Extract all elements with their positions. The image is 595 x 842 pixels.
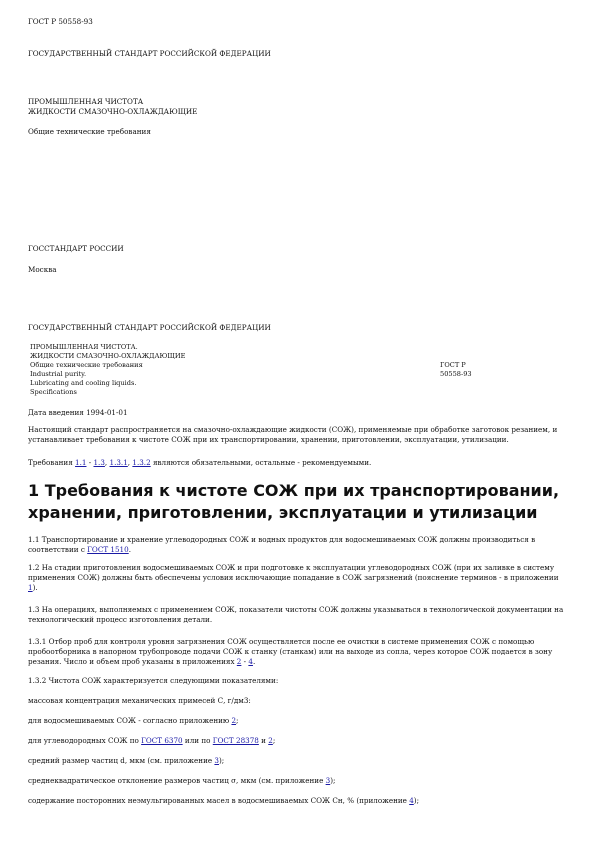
water-end: ; [236, 716, 239, 725]
p11-text: 1.1 Транспортирование и хранение углеводородных СОЖ и водных продуктов для водосмешиваемых СОЖ должны производиться в соответствии с [28, 535, 536, 554]
hydro-mid: или по [182, 736, 213, 745]
std-end: ); [330, 776, 336, 785]
p12-end: ). [32, 583, 38, 592]
paragraph-1-3: 1.3 На операциях, выполняемых с применением СОЖ, показатели чистоты СОЖ должны указываться в технологической документации на технологический процесс изготовления детали. [28, 605, 564, 624]
link-avg-appendix-3[interactable]: 3 [214, 756, 219, 765]
req-sep-3: , [127, 458, 133, 467]
link-1-3-1[interactable]: 1.3.1 [109, 458, 128, 467]
doc-code: ГОСТ Р 50558-93 [28, 17, 93, 26]
titleblock-line-1: ПРОМЫШЛЕННАЯ ЧИСТОТА. [30, 343, 138, 351]
publisher-city: Москва [28, 265, 57, 274]
std-text: среднеквадратическое отклонение размеров частиц σ, мкм (см. приложение [28, 776, 326, 785]
title-line-1: ПРОМЫШЛЕННАЯ ЧИСТОТА [28, 97, 144, 106]
link-1-1[interactable]: 1.1 [75, 458, 87, 467]
titleblock-line-3: Общие технические требования [30, 361, 143, 369]
paragraph-1-3-1 [28, 637, 568, 667]
introduction-date: Дата введения 1994-01-01 [28, 408, 128, 417]
link-appendix-2[interactable]: 2 [236, 657, 242, 666]
titleblock-line-6: Specifications [30, 388, 77, 396]
link-gost-6370[interactable]: ГОСТ 6370 [141, 736, 183, 745]
req-prefix: Требования [28, 458, 76, 467]
paragraph-1-2 [28, 563, 568, 593]
hydro-text: для углеводородных СОЖ по [28, 736, 142, 745]
titleblock-line-4: Industrial purity. [30, 370, 87, 378]
link-gost-1510[interactable]: ГОСТ 1510 [87, 545, 129, 554]
titleblock-line-2: ЖИДКОСТИ СМАЗОЧНО-ОХЛАЖДАЮЩИЕ [30, 352, 186, 360]
mass-concentration-line: массовая концентрация механических примесей С, г/дм3: [28, 696, 251, 705]
hydrocarbon-line [28, 736, 568, 746]
req-sep-1: - [86, 458, 94, 467]
req-sep-2: , [104, 458, 110, 467]
gost-number: 50558-93 [440, 370, 472, 378]
p11-end: . [128, 545, 131, 554]
link-water-appendix-2[interactable]: 2 [231, 716, 237, 725]
link-oil-appendix-4[interactable]: 4 [409, 796, 414, 805]
p12-text: 1.2 На стадии приготовления водосмешиваемых СОЖ и при подготовке к эксплуатации углеводородных СОЖ (при их заливке в систему применения СОЖ) должны быть обеспечены условия исключающие попадание в СОЖ загрязнений (пояснение терминов - в приложении [28, 563, 559, 582]
link-appendix-4[interactable]: 4 [248, 657, 253, 666]
p131-text: 1.3.1 Отбор проб для контроля уровня загрязнения СОЖ осуществляется после ее очистки в системе применения СОЖ с помощью пробоотборника в напорном трубопроводе подачи СОЖ к станку (станкам) или на выходе из сопла, через которое СОЖ подается в зону резания. Число и объем проб указаны в приложениях [28, 637, 553, 666]
link-1-3[interactable]: 1.3 [93, 458, 105, 467]
water-miscible-line [28, 716, 568, 726]
section-1-heading: 1 Требования к чистоте СОЖ при их транспортировании, хранении, приготовлении, эксплуатации и утилизации [28, 481, 560, 522]
average-size-line [28, 756, 568, 766]
publisher-name: ГОССТАНДАРТ РОССИИ [28, 244, 124, 253]
paragraph-1-3-2: 1.3.2 Чистота СОЖ характеризуется следующими показателями: [28, 676, 279, 685]
title-line-2: ЖИДКОСТИ СМАЗОЧНО-ОХЛАЖДАЮЩИЕ [28, 107, 198, 116]
gost-label: ГОСТ Р [440, 361, 466, 369]
p131-end: . [252, 657, 256, 666]
link-appendix-1[interactable]: 1 [28, 583, 33, 592]
link-hydro-appendix-2[interactable]: 2 [268, 736, 273, 745]
req-suffix: являются обязательными, остальные - рекомендуемыми. [150, 458, 372, 467]
p131-sep: - [241, 657, 249, 666]
oil-end: ); [413, 796, 419, 805]
avg-end: ); [219, 756, 225, 765]
standard-title: ГОСУДАРСТВЕННЫЙ СТАНДАРТ РОССИЙСКОЙ ФЕДЕРАЦИИ [28, 49, 271, 58]
titleblock-line-5: Lubricating and cooling liquids. [30, 379, 137, 387]
std-deviation-line [28, 776, 568, 786]
requirements-paragraph [28, 458, 568, 468]
link-1-3-2[interactable]: 1.3.2 [132, 458, 151, 467]
link-std-appendix-3[interactable]: 3 [325, 776, 331, 785]
oil-text: содержание посторонних неэмульгированных масел в водосмешиваемых СОЖ Сн, % (приложение [28, 796, 410, 805]
water-text: для водосмешиваемых СОЖ - согласно приложению [28, 716, 232, 725]
link-gost-28378[interactable]: ГОСТ 28378 [212, 736, 259, 745]
standard-title-2: ГОСУДАРСТВЕННЫЙ СТАНДАРТ РОССИЙСКОЙ ФЕДЕРАЦИИ [28, 323, 271, 332]
paragraph-1-1 [28, 535, 568, 555]
scope-paragraph: Настоящий стандарт распространяется на смазочно-охлаждающие жидкости (СОЖ), применяемые при обработке заготовок резанием, и устанавливает требования к чистоте СОЖ при их транспортировании, хранении, приготовлении, эксплуатации, утилизации. [28, 425, 558, 444]
avg-text: средний размер частиц d, мкм (см. приложение [28, 756, 215, 765]
hydro-mid-2: и [258, 736, 269, 745]
subtitle: Общие технические требования [28, 127, 151, 136]
foreign-oil-line [28, 796, 568, 806]
hydro-end: ; [272, 736, 276, 745]
